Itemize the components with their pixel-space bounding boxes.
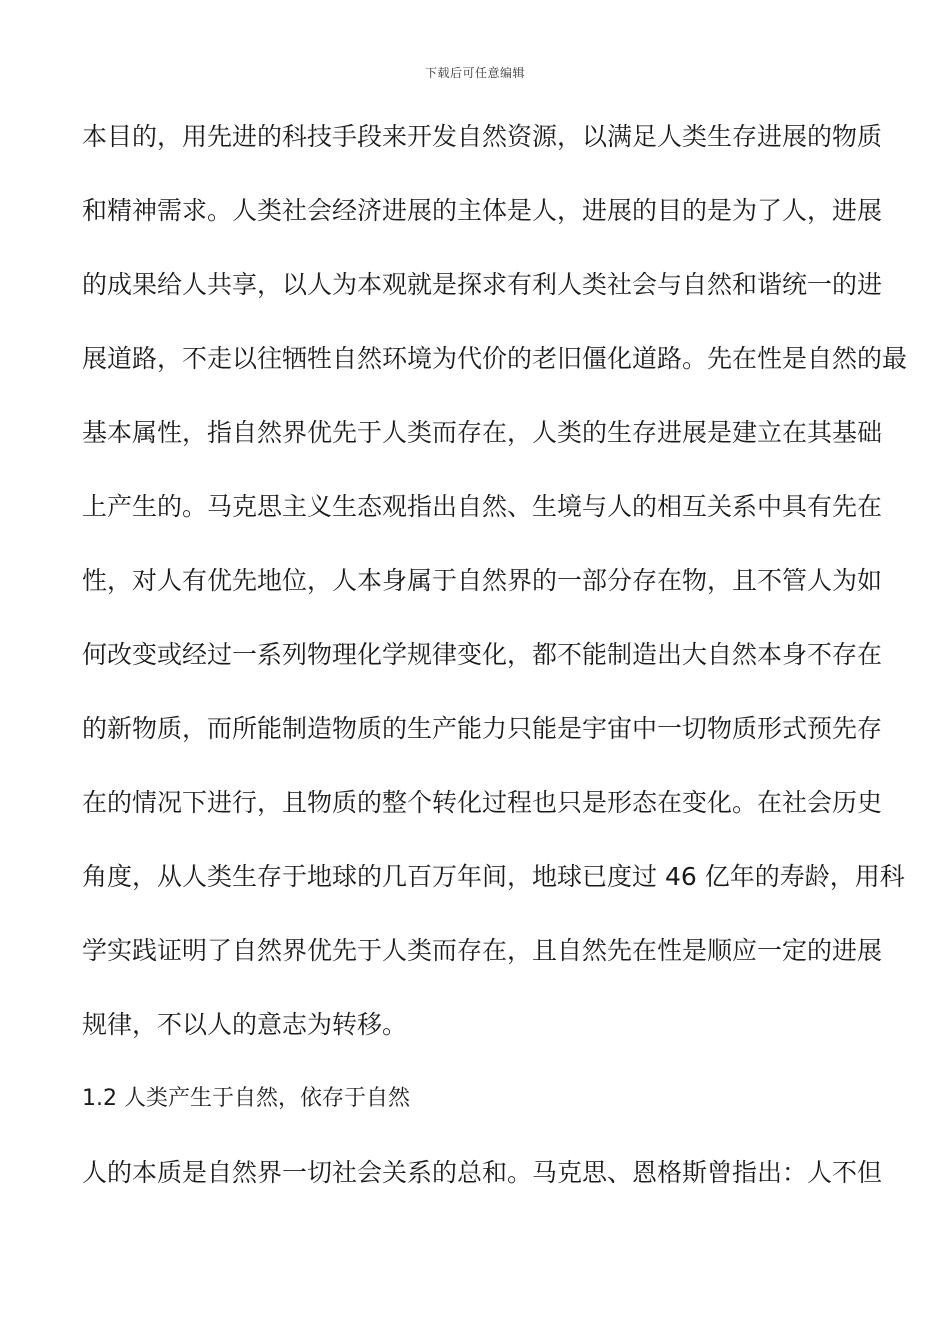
text-line: 人的本质是自然界一切社会关系的总和。马克思、恩格斯曾指出：人不但 xyxy=(82,1158,883,1187)
text-line: 性，对人有优先地位，人本身属于自然界的一部分存在物，且不管人为如 xyxy=(82,566,883,595)
text-line: 本目的，用先进的科技手段来开发自然资源，以满足人类生存进展的物质 xyxy=(82,122,883,151)
text-line: 学实践证明了自然界优先于人类而存在，且自然先在性是顺应一定的进展 xyxy=(82,936,883,965)
text-line: 规律，不以人的意志为转移。 xyxy=(82,1010,408,1039)
page-header: 下载后可任意编辑 xyxy=(424,66,525,80)
text-line: 角度，从人类生存于地球的几百万年间，地球已度过 46 亿年的寿龄，用科 xyxy=(82,862,905,891)
text-line: 的新物质，而所能制造物质的生产能力只能是宇宙中一切物质形式预先存 xyxy=(82,714,883,743)
document-body xyxy=(82,112,908,1222)
text-line: 何改变或经过一系列物理化学规律变化，都不能制造出大自然本身不存在 xyxy=(82,640,883,669)
section-heading: 1.2 人类产生于自然，依存于自然 xyxy=(82,1086,410,1111)
paragraph xyxy=(82,112,908,1074)
text-line: 上产生的。马克思主义生态观指出自然、生境与人的相互关系中具有先在 xyxy=(82,492,883,521)
paragraph xyxy=(82,1148,883,1222)
text-line: 基本属性，指自然界优先于人类而存在，人类的生存进展是建立在其基础 xyxy=(82,418,883,447)
text-line: 和精神需求。人类社会经济进展的主体是人，进展的目的是为了人，进展 xyxy=(82,196,883,225)
text-line: 在的情况下进行，且物质的整个转化过程也只是形态在变化。在社会历史 xyxy=(82,788,883,817)
text-line: 的成果给人共享，以人为本观就是探求有利人类社会与自然和谐统一的进 xyxy=(82,270,883,299)
text-line: 展道路，不走以往牺牲自然环境为代价的老旧僵化道路。先在性是自然的最 xyxy=(82,344,908,373)
